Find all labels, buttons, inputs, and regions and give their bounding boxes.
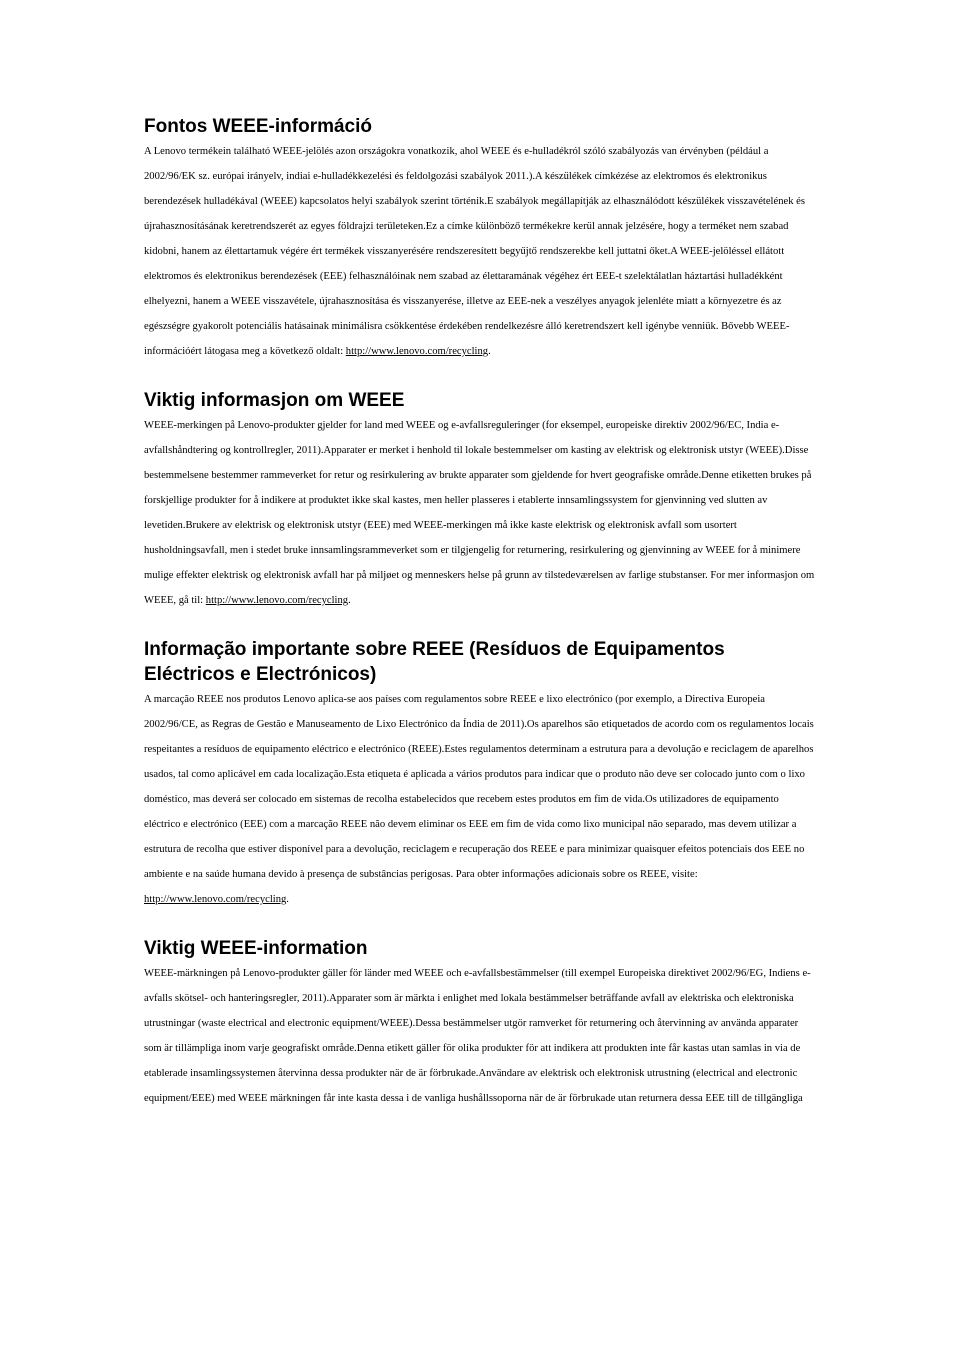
recycling-link[interactable]: http://www.lenovo.com/recycling bbox=[345, 346, 489, 357]
section-heading: Informação importante sobre REEE (Resíduos de Equipamentos Eléctricos e Electrónicos) bbox=[144, 639, 725, 685]
section-norwegian bbox=[144, 388, 816, 613]
body-text: A Lenovo termékein található WEEE-jelölés azon országokra vonatkozik, ahol WEEE és e-hulladékról szóló szabályozás van érvényben (például a 2002/96/EK sz. európai irányelv, indiai e-hulladékkezelési és feldolgozási szabályok 2011.).A készülékek címkézése az elektromos és elektronikus berendezések hulladékával (WEEE) kapcsolatos helyi szabályok szerint történik.E szabályok megállapítják az elhasználódott készülékek visszavételének és újrahasznosításának keretrendszerét az egyes földrajzi területeken.Ez a címke különböző termékekre kerül annak jelzésére, hogy a terméket nem szabad kidobni, hanem az élettartamuk végére ért termékek visszanyerésére rendszeresített begyűjtő rendszerekbe kell juttatni őket.A WEEE-jelöléssel ellátott elektromos és elektronikus berendezések (EEE) felhasználóinak nem szabad az élettaramának végéhez ért EEE-t szelektálatlan háztartási hulladékként elhelyezni, hanem a WEEE visszavétele, újrahasznosítása és visszanyerése, illetve az EEE-nek a veszélyes anyagok jelenléte miatt a környezetre és az egészségre gyakorolt potenciális hatásainak minimálisra csökkentése érdekében rendelkezésre álló keretrendszert kell igénybe venniük. Bővebb WEEE-információért látogasa meg a következő oldalt: bbox=[144, 146, 805, 357]
body-text: WEEE-märkningen på Lenovo-produkter gäller för länder med WEEE och e-avfallsbestämmelser (till exempel Europeiska direktivet 2002/96/EG, Indiens e-avfalls skötsel- och hanteringsregler, 2011).Apparater som är märkta i enlighet med lokala bestämmelser beträffande avfall av elektriska och elektroniska utrustningar (waste electrical and electronic equipment/WEEE).Dessa bestämmelser utgör ramverket för returnering och återvinning av använda apparater som är tillämpliga inom varje geografiskt område.Denna etikett gäller för olika produkter för att indikera att produkten inte får kastas utan samlas in via de etablerade insamlingssystemen återvinna dessa produkter när de är förbrukade.Användare av elektrisk och elektronisk utrustning (electrical and electronic equipment/EEE) med WEEE märkningen får inte kasta dessa i de vanliga hushållssoporna när de är förbrukade utan returnera dessa EEE till de tillgängliga bbox=[144, 968, 811, 1104]
body-text-end: . bbox=[286, 894, 289, 905]
section-hungarian bbox=[144, 114, 816, 364]
body-text-end: . bbox=[488, 346, 491, 357]
body-text: WEEE-merkingen på Lenovo-produkter gjelder for land med WEEE og e-avfallsreguleringer (for eksempel, europeiske direktiv 2002/96/EC, India e-avfallshåndtering og kontrollregler, 2011).Apparater er merket i henhold til lokale bestemmelser om kasting av elektrisk og elektronisk utstyr (WEEE).Disse bestemmelsene bestemmer rammeverket for retur og resirkulering av brukte apparater som gjeldende for hvert geografiske område.Denne etiketten brukes på forskjellige produkter for å indikere at produktet ikke skal kastes, men heller plasseres i etablerte innsamlingssystem for gjenvinning ved slutten av levetiden.Brukere av elektrisk og elektronisk utstyr (EEE) med WEEE-merkingen må ikke kaste elektrisk og elektronisk avfall som usortert husholdningsavfall, men i stedet bruke innsamlingsrammeverket som er tilgjengelig for returnering, resirkulering og gjenvinning av WEEE for å minimere mulige effekter elektrisk og elektronisk avfall har på miljøet og menneskers helse på grunn av tilstedeværelsen av farlige stubstanser. For mer informasjon om WEEE, gå til: bbox=[144, 420, 815, 606]
section-heading: Viktig WEEE-information bbox=[144, 938, 368, 959]
section-body bbox=[144, 687, 816, 912]
recycling-link[interactable]: http://www.lenovo.com/recycling bbox=[144, 894, 287, 905]
section-heading: Fontos WEEE-információ bbox=[144, 116, 372, 137]
document-page bbox=[144, 114, 816, 1111]
section-portuguese bbox=[144, 637, 816, 912]
body-text: A marcação REEE nos produtos Lenovo aplica-se aos países com regulamentos sobre REEE e lixo electrónico (por exemplo, a Directiva Europeia 2002/96/CE, as Regras de Gestão e Manuseamento de Lixo Electrónico da Índia de 2011).Os aparelhos são etiquetados de acordo com os regulamentos locais respeitantes a resíduos de equipamento eléctrico e electrónico (REEE).Estes regulamentos determinam a estrutura para a devolução e reciclagem de aparelhos usados, tal como aplicável em cada localização.Esta etiqueta é aplicada a vários produtos para indicar que o produto não deve ser colocado junto com o lixo doméstico, mas deverá ser colocado em sistemas de recolha estabelecidos que recebem estes produtos em fim de vida.Os utilizadores de equipamento eléctrico e electrónico (EEE) com a marcação REEE não devem eliminar os EEE em fim de vida como lixo municipal não separado, mas devem utilizar a estrutura de recolha que estiver disponível para a devolução, reciclagem e recuperação dos REEE e para minimizar quaisquer efeitos potenciais dos EEE no ambiente e na saúde humana devido à presença de substâncias perigosas. Para obter informações adicionais sobre os REEE, visite: bbox=[144, 694, 814, 880]
section-body bbox=[144, 139, 816, 364]
section-body bbox=[144, 961, 816, 1111]
section-swedish bbox=[144, 936, 816, 1111]
section-body bbox=[144, 413, 816, 613]
body-text-end: . bbox=[348, 595, 351, 606]
recycling-link[interactable]: http://www.lenovo.com/recycling bbox=[205, 595, 349, 606]
section-heading: Viktig informasjon om WEEE bbox=[144, 390, 405, 411]
